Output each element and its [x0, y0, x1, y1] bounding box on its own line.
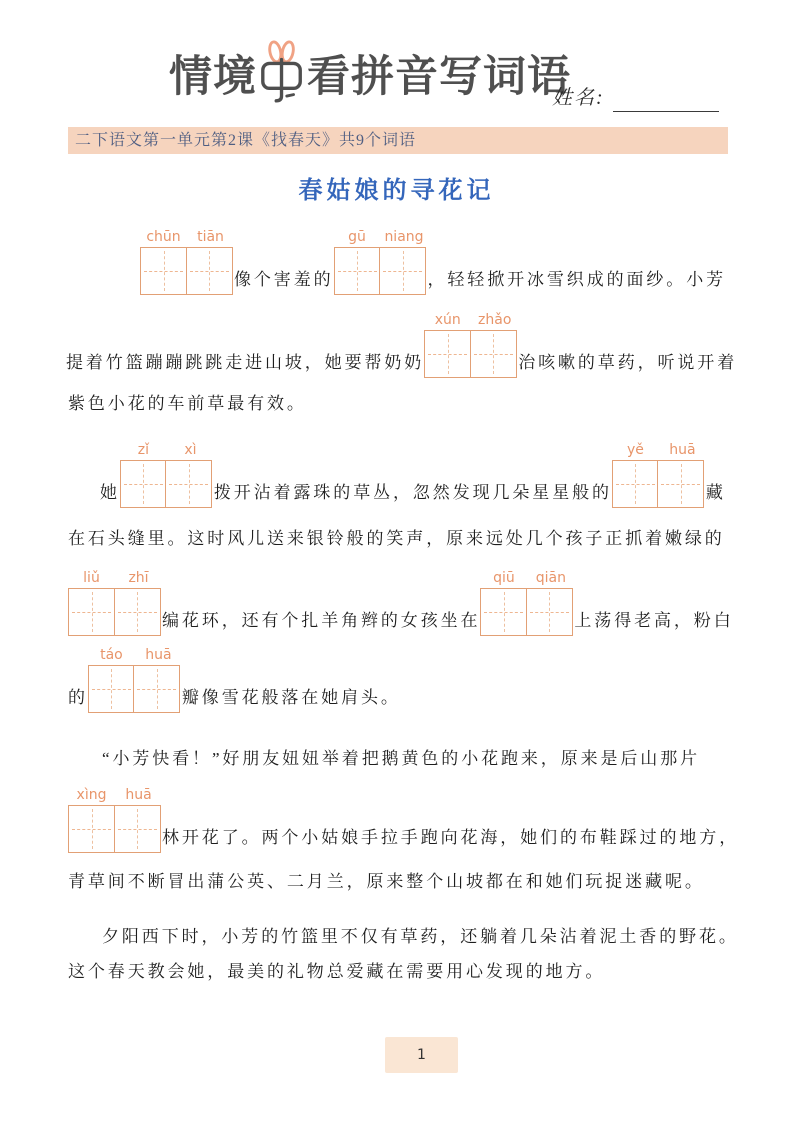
worksheet-text: 编花环，还有个扎羊角辫的女孩坐在: [162, 611, 481, 630]
pinyin-row: [612, 438, 706, 460]
writing-cell: [140, 247, 187, 295]
pinyin-syllable: gū: [348, 229, 366, 245]
pinyin-word-boxes: [480, 566, 574, 636]
pinyin-syllable: huā: [125, 787, 152, 803]
pinyin-syllable: yě: [626, 442, 644, 458]
pinyin-syllable: zhī: [128, 570, 149, 586]
logo-mascot-bunny-icon: [258, 40, 306, 106]
worksheet-line: [102, 748, 700, 770]
worksheet-text: 紫色小花的车前草最有效。: [68, 394, 307, 413]
pinyin-row: [68, 783, 162, 805]
lesson-banner: [68, 127, 728, 154]
pinyin-word-boxes: [612, 438, 706, 508]
pinyin-syllable: qiū: [493, 570, 515, 586]
worksheet-text: “小芳快看！”好朋友妞妞举着把鹅黄色的小花跑来，原来是后山那片: [102, 749, 700, 768]
writing-cells: [120, 460, 214, 508]
worksheet-text: 夕阳西下时，小芳的竹篮里不仅有草药，还躺着几朵沾着泥土香的野花。: [102, 927, 739, 946]
writing-cells: [612, 460, 706, 508]
name-label: 姓名:: [552, 87, 605, 109]
worksheet-line: [68, 643, 401, 713]
writing-cell: [114, 805, 161, 853]
worksheet-text: 藏: [705, 483, 726, 502]
worksheet-line: [100, 438, 726, 508]
worksheet-line: [68, 528, 725, 550]
pinyin-syllable: zhǎo: [478, 312, 512, 328]
pinyin-syllable: táo: [100, 647, 123, 663]
pinyin-word-boxes: [68, 566, 162, 636]
pinyin-syllable: zǐ: [137, 442, 150, 458]
pinyin-syllable: chūn: [146, 229, 181, 245]
worksheet-line: [102, 926, 739, 948]
pinyin-word-boxes: [68, 783, 162, 853]
pinyin-word-boxes: [120, 438, 214, 508]
writing-cell: [165, 460, 212, 508]
worksheet-line: [66, 308, 737, 378]
pinyin-row: [424, 308, 518, 330]
pinyin-word-boxes: [424, 308, 518, 378]
logo-text-prefix: 情境: [169, 52, 257, 102]
pinyin-word-boxes: [334, 225, 428, 295]
pinyin-syllable: qiān: [535, 570, 567, 586]
writing-cells: [334, 247, 428, 295]
writing-cells: [68, 588, 162, 636]
pinyin-syllable: xún: [434, 312, 461, 328]
writing-cell: [68, 588, 115, 636]
writing-cell: [334, 247, 381, 295]
writing-cell: [470, 330, 517, 378]
worksheet-text: 林开花了。两个小姑娘手拉手跑向花海，她们的布鞋踩过的地方，: [162, 828, 740, 847]
writing-cells: [68, 805, 162, 853]
worksheet-line: [140, 225, 726, 295]
worksheet-text: 青草间不断冒出蒲公英、二月兰，原来整个山坡都在和她们玩捉迷藏呢。: [68, 872, 705, 891]
pinyin-row: [120, 438, 214, 460]
writing-cells: [424, 330, 518, 378]
worksheet-text: ，轻轻掀开冰雪织成的面纱。小芳: [427, 270, 726, 289]
worksheet-line: [68, 961, 605, 983]
writing-cell: [612, 460, 659, 508]
worksheet-line: [68, 871, 705, 893]
writing-cell: [526, 588, 573, 636]
pinyin-syllable: huā: [669, 442, 696, 458]
writing-cell: [424, 330, 471, 378]
writing-cell: [480, 588, 527, 636]
name-blank-line: [613, 85, 719, 112]
pinyin-row: [140, 225, 234, 247]
worksheet-text: 这个春天教会她，最美的礼物总爱藏在需要用心发现的地方。: [68, 962, 606, 981]
pinyin-row: [334, 225, 428, 247]
pinyin-syllable: liǔ: [83, 570, 100, 586]
pinyin-row: [480, 566, 574, 588]
page-number-badge: [385, 1037, 458, 1073]
worksheet-text: 在石头缝里。这时风儿送来银铃般的笑声，原来远处几个孩子正抓着嫩绿的: [68, 529, 725, 548]
writing-cells: [140, 247, 234, 295]
worksheet-line: [68, 566, 734, 636]
writing-cell: [120, 460, 167, 508]
writing-cells: [88, 665, 182, 713]
worksheet-text: 像个害羞的: [234, 270, 334, 289]
pinyin-word-boxes: [88, 643, 182, 713]
writing-cell: [114, 588, 161, 636]
name-field: [552, 84, 719, 112]
pinyin-syllable: tiān: [197, 229, 224, 245]
pinyin-syllable: xì: [184, 442, 197, 458]
pinyin-row: [88, 643, 182, 665]
lesson-banner-text: 二下语文第一单元第2课《找春天》共9个词语: [75, 132, 417, 149]
pinyin-syllable: niang: [384, 229, 424, 245]
worksheet-text: 提着竹篮蹦蹦跳跳走进山坡，她要帮奶奶: [66, 353, 425, 372]
worksheet-line: [68, 393, 307, 415]
writing-cells: [480, 588, 574, 636]
worksheet-text: 她: [100, 483, 120, 502]
worksheet-text: 治咳嗽的草药，听说开着: [518, 353, 738, 372]
pinyin-syllable: xìng: [76, 787, 107, 803]
worksheet-text: 拨开沾着露珠的草丛，忽然发现几朵星星般的: [213, 483, 612, 502]
writing-cell: [657, 460, 704, 508]
writing-cell: [379, 247, 426, 295]
worksheet-line: [68, 783, 739, 853]
pinyin-word-boxes: [140, 225, 234, 295]
logo-text-suffix: 看拼音写词语: [307, 52, 571, 102]
worksheet-text: 的: [68, 688, 88, 707]
writing-cell: [68, 805, 115, 853]
worksheet-text: 瓣像雪花般落在她肩头。: [181, 688, 401, 707]
page-title: 春姑娘的寻花记: [298, 178, 495, 204]
writing-cell: [186, 247, 233, 295]
worksheet-text: 上荡得老高，粉白: [574, 611, 734, 630]
page-number: 1: [417, 1047, 426, 1063]
pinyin-row: [68, 566, 162, 588]
writing-cell: [88, 665, 135, 713]
writing-cell: [133, 665, 180, 713]
pinyin-syllable: huā: [145, 647, 172, 663]
